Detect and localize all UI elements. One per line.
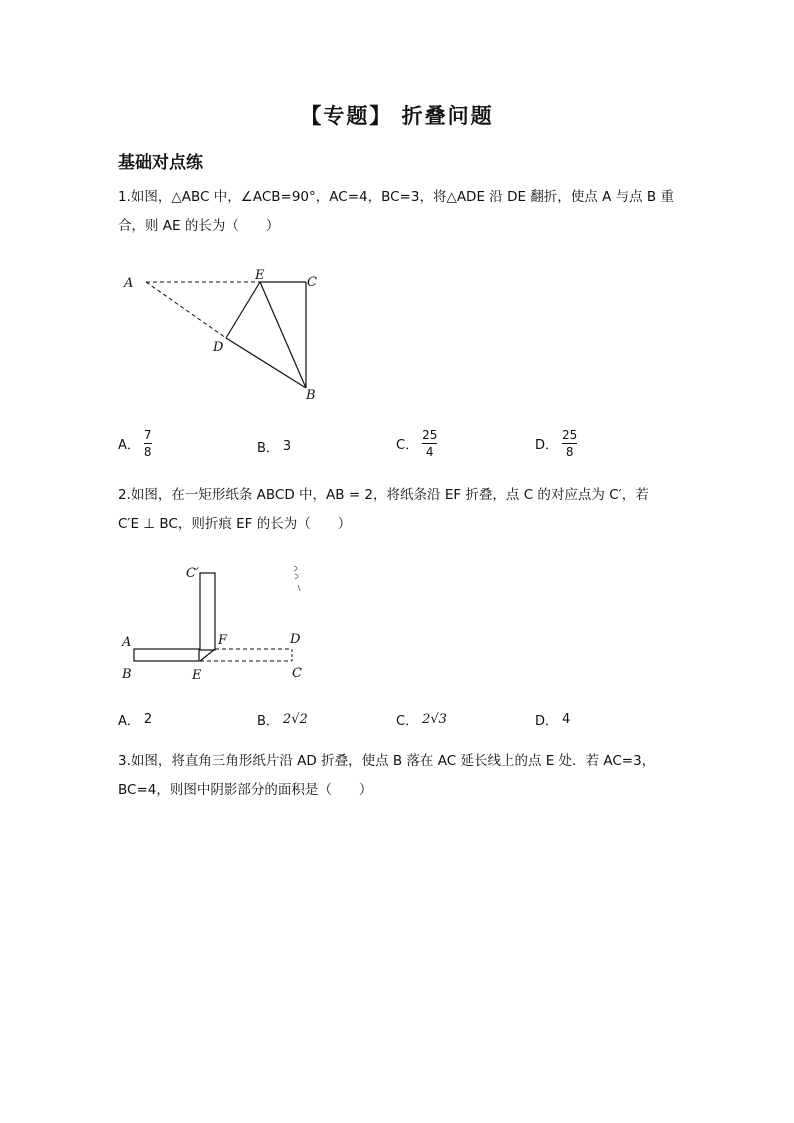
fig1-line-db: [226, 338, 306, 388]
q1-option-d-letter: D．: [535, 438, 559, 453]
fig2-crease-ef: [200, 649, 215, 661]
fraction-bar: [144, 443, 152, 444]
q2-option-b[interactable]: [257, 710, 308, 729]
q1-option-b[interactable]: [257, 437, 291, 456]
q2-option-d-letter: D．: [535, 714, 559, 729]
page-title: 【专题】 折叠问题: [300, 103, 494, 128]
question-2-figure: [118, 560, 318, 690]
q1-option-d[interactable]: [535, 428, 577, 459]
fig1-label-d: D: [213, 340, 224, 355]
q2-option-a-letter: A．: [118, 714, 140, 729]
q2-option-c-letter: C．: [396, 714, 419, 729]
fig2-label-a: A: [122, 635, 132, 650]
q2-option-c-value: 2√3: [422, 712, 447, 727]
q1-option-d-den: 8: [565, 445, 574, 459]
question-3-line-2: BC=4，则图中阴影部分的面积是（ ）: [118, 782, 373, 798]
question-1-line-2: 合，则 AE 的长为（ ）: [118, 218, 280, 234]
q1-option-a[interactable]: [118, 428, 152, 459]
question-1: [118, 183, 678, 241]
question-2-line-2: C′E ⊥ BC，则折痕 EF 的长为（ ）: [118, 516, 352, 532]
fig2-label-cprime: C′: [186, 566, 199, 581]
fig2-label-e: E: [192, 668, 202, 683]
fig2-label-f: F: [218, 633, 228, 648]
q1-option-a-fraction: [144, 428, 152, 459]
fraction-bar: [562, 443, 577, 444]
question-3: [118, 747, 678, 805]
question-1-figure: [118, 262, 338, 407]
section-heading: 基础对点练: [118, 153, 203, 173]
fig1-label-b: B: [306, 388, 316, 403]
q1-option-d-fraction: [562, 428, 577, 459]
q1-option-b-value: 3: [282, 439, 292, 454]
q1-option-c-letter: C．: [396, 438, 419, 453]
q2-option-b-value: 2√2: [282, 712, 308, 727]
fig1-label-c: C: [307, 275, 317, 290]
q1-option-a-num: 7: [143, 428, 152, 442]
q1-option-a-den: 8: [143, 445, 152, 459]
fig2-label-b: B: [122, 667, 132, 682]
question-1-line-1: 1.如图，△ABC 中，∠ACB=90°，AC=4，BC=3，将△ADE 沿 DE 翻折，使点 A 与点 B 重: [118, 189, 674, 205]
fig2-label-d: D: [290, 632, 301, 647]
q1-option-c-fraction: [422, 428, 437, 459]
fig1-line-ed: [226, 282, 260, 338]
q1-option-b-letter: B．: [257, 441, 279, 456]
q1-option-c[interactable]: [396, 428, 437, 459]
question-2: [118, 481, 678, 539]
fraction-bar: [422, 443, 437, 444]
question-3-line-1: 3.如图，将直角三角形纸片沿 AD 折叠，使点 B 落在 AC 延长线上的点 E 处．若 AC=3，: [118, 753, 656, 769]
fig1-line-ad-dashed: [146, 282, 226, 338]
q1-option-a-letter: A．: [118, 438, 140, 453]
q2-option-a[interactable]: [118, 710, 152, 729]
fig1-line-eb: [260, 282, 306, 388]
q2-option-d[interactable]: [535, 710, 570, 729]
scan-artifact-mark: [294, 566, 300, 591]
q1-option-c-den: 4: [425, 445, 434, 459]
q2-option-b-letter: B．: [257, 714, 279, 729]
fig2-label-c: C: [292, 666, 302, 681]
q2-option-d-value: 4: [562, 712, 571, 727]
question-2-line-1: 2.如图，在一矩形纸条 ABCD 中，AB = 2，将纸条沿 EF 折叠，点 C 的对应点为 C′，若: [118, 487, 649, 503]
fig1-label-e: E: [255, 268, 265, 283]
q2-option-c[interactable]: [396, 710, 447, 729]
fig1-label-a: A: [124, 276, 134, 291]
q1-option-c-num: 25: [422, 428, 438, 442]
fig2-strip-folded: [200, 573, 215, 650]
q1-option-d-num: 25: [562, 428, 578, 442]
fig2-strip-left: [134, 649, 199, 661]
q2-option-a-value: 2: [143, 712, 153, 727]
